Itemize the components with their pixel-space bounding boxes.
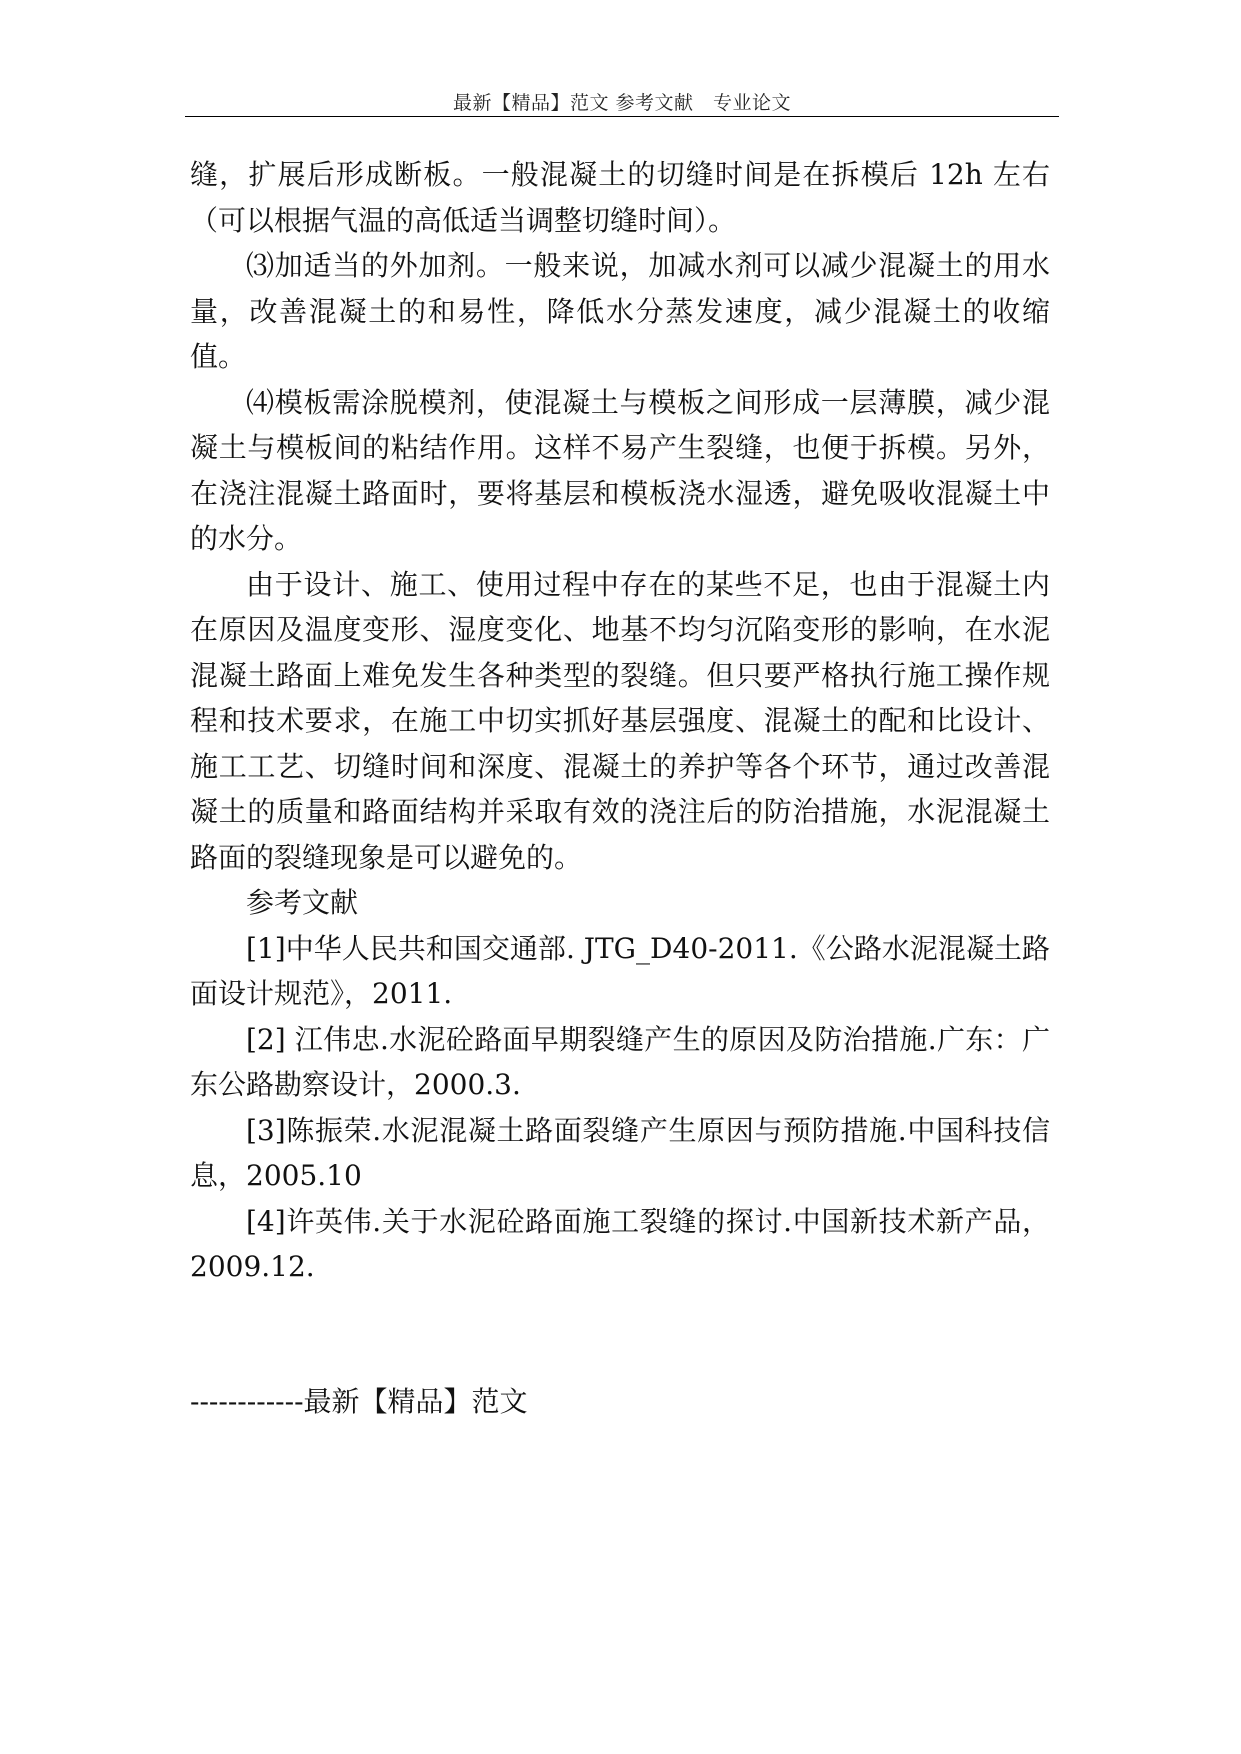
paragraph-conclusion: 由于设计、施工、使用过程中存在的某些不足，也由于混凝土内在原因及温度变形、湿度变化、地基不均匀沉陷变形的影响，在水泥混凝土路面上难免发生各种类型的裂缝。但只要严格执行施工操作规程和技术要求，在施工中切实抓好基层强度、混凝土的配和比设计、施工工艺、切缝时间和深度、混凝土的养护等各个环节，通过改善混凝土的质量和路面结构并采取有效的浇注后的防治措施，水泥混凝土路面的裂缝现象是可以避免的。: [190, 567, 1050, 874]
paragraph-item-4: ⑷模板需涂脱模剂，使混凝土与模板之间形成一层薄膜，减少混凝土与模板间的粘结作用。这样不易产生裂缝，也便于拆模。另外，在浇注混凝土路面时，要将基层和模板浇水湿透，避免吸收混凝土中的水分。: [190, 385, 1050, 555]
reference-item-2: [2] 江伟忠.水泥砼路面早期裂缝产生的原因及防治措施.广东：广东公路勘察设计，2000.3.: [190, 1022, 1050, 1101]
reference-item-3: [3]陈振荣.水泥混凝土路面裂缝产生原因与预防措施.中国科技信息，2005.10: [190, 1113, 1050, 1192]
page-header: 最新【精品】范文 参考文献 专业论文: [452, 92, 792, 114]
references-heading: 参考文献: [246, 886, 359, 919]
page-footer: ------------最新【精品】范文: [190, 1385, 528, 1418]
header-rule: [185, 116, 1059, 117]
reference-item-4: [4]许英伟.关于水泥砼路面施工裂缝的探讨.中国新技术新产品，2009.12.: [190, 1204, 1050, 1283]
reference-item-1: [1]中华人民共和国交通部. JTG_D40-2011.《公路水泥混凝土路面设计规范》，2011.: [190, 931, 1050, 1010]
paragraph-item-3: ⑶加适当的外加剂。一般来说，加减水剂可以减少混凝土的用水量，改善混凝土的和易性，降低水分蒸发速度，减少混凝土的收缩值。: [190, 249, 1050, 373]
paragraph-continuation: 缝，扩展后形成断板。一般混凝土的切缝时间是在拆模后 12h 左右（可以根据气温的高低适当调整切缝时间）。: [190, 158, 1050, 237]
document-body: [190, 152, 1050, 1290]
